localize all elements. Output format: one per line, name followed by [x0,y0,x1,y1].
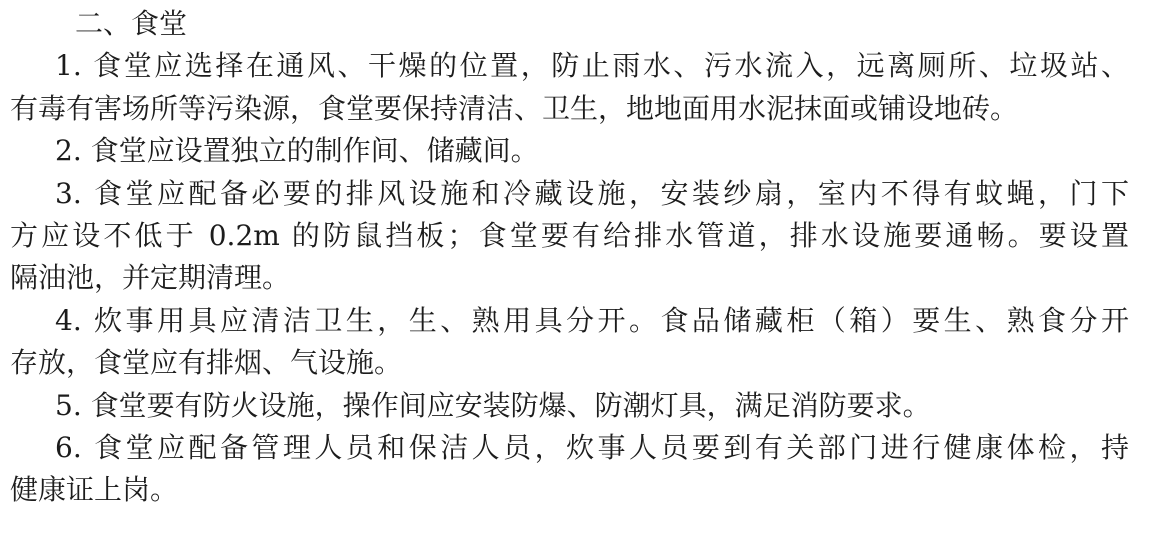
text-line: 方应设不低于 0.2m 的防鼠挡板；食堂要有给排水管道，排水设施要通畅。要设置 [10,219,1129,253]
text-line: 2. 食堂应设置独立的制作间、储藏间。 [55,134,539,168]
text-line: 4. 炊事用具应清洁卫生，生、熟用具分开。食品储藏柜（箱）要生、熟食分开 [55,303,1129,337]
text-line: 存放，食堂应有排烟、气设施。 [10,346,403,380]
text-line: 隔油池，并定期清理。 [10,261,291,295]
text-line: 3. 食堂应配备必要的排风设施和冷藏设施，安装纱扇，室内不得有蚊蝇，门下 [55,176,1129,210]
text-line: 6. 食堂应配备管理人员和保洁人员，炊事人员要到有关部门进行健康体检，持 [55,431,1129,465]
section-heading: 二、食堂 [75,7,188,40]
text-line: 5. 食堂要有防火设施，操作间应安装防爆、防潮灯具，满足消防要求。 [55,388,931,422]
text-line: 1. 食堂应选择在通风、干燥的位置，防止雨水、污水流入，远离厕所、垃圾站、 [55,49,1129,83]
text-line: 有毒有害场所等污染源，食堂要保持清洁、卫生，地地面用水泥抹面或铺设地砖。 [10,91,1019,125]
text-line: 健康证上岗。 [10,473,179,507]
